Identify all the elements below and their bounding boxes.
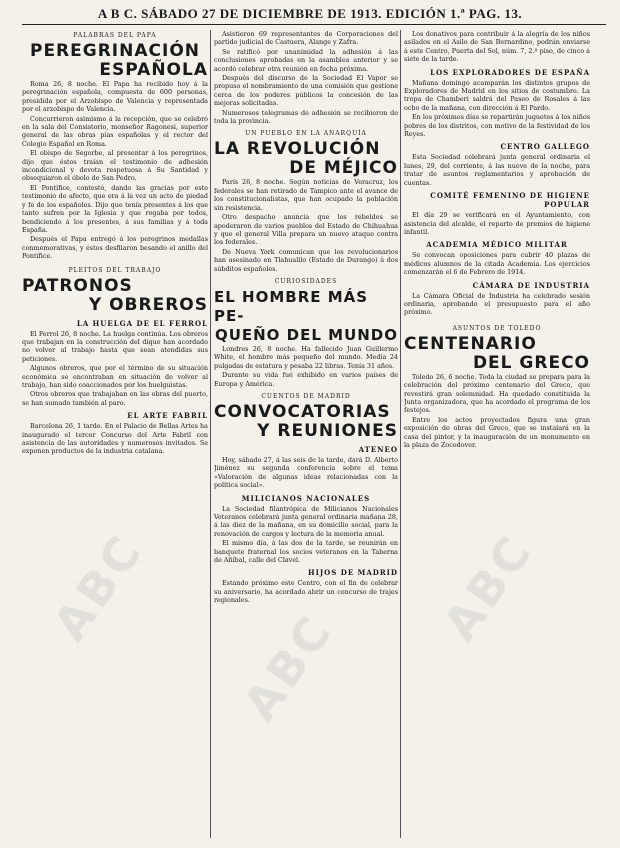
column-divider	[210, 30, 211, 838]
headline: Y OBREROS	[88, 294, 208, 315]
column-2	[214, 30, 398, 842]
column-divider	[400, 30, 401, 838]
section-kicker: ASUNTOS DE TOLEDO	[452, 324, 542, 332]
section-kicker: CURIOSIDADES	[274, 277, 338, 285]
column-1	[22, 30, 208, 842]
article-paragraph: Entre los actos proyectados figura una gran exposición de obras del Greco, que se instalará en la casa del pintor, y la inauguración de un monumento en la plaza de Zocodover.	[404, 415, 590, 449]
headline: QUEÑO DEL MUNDO	[214, 325, 398, 344]
headline: Y REUNIONES	[257, 420, 398, 441]
article-paragraph: Se convocan oposiciones para cubrir 40 plazas de médicos alumnos de la citada Academia. Los ejercicios comenzarán el 6 de Febrero de 1914.	[404, 251, 590, 277]
subheading: MILICIANOS NACIONALES	[241, 493, 371, 503]
article-paragraph: Mañana domingo acamparán los distintos grupos de Exploradores de Madrid en los sitios de costumbre. La tropa de Chamberí saldrá del Paseo de Rosales á las ocho de la mañana, con dirección á El Pardo.	[404, 78, 590, 112]
headline: ESPAÑOLA	[99, 60, 208, 80]
article-paragraph: Durante su vida fué exhibido en varios países de Europa y América.	[214, 371, 398, 388]
article-paragraph: Después del discurso de la Sociedad El Vapor se propuso el nombramiento de una comisión que gestione cerca de los poderes públicos la concesión de las mejoras solicitadas.	[214, 74, 398, 108]
headline: DEL GRECO	[472, 352, 590, 373]
subheading: LOS EXPLORADORES DE ESPAÑA	[430, 67, 590, 77]
article-paragraph: El día 29 se verificará en el Ayuntamiento, con asistencia del alcalde, el reparto de premios de higiene infantil.	[404, 211, 590, 236]
watermark: ABC	[42, 523, 154, 651]
article-paragraph: La Sociedad filantrópica de Milicianos Nacionales Veteranos celebrará junta general ordinaria mañana 28, á las diez de la mañana, en su domicilio social, para la renovación de cargos y lectura de la memoria anual.	[214, 504, 398, 538]
article-paragraph: De Nueva York comunican que los revolucionarios han asesinado en Tlahualilo (Estado de Durango) á dos súbditos españoles.	[214, 247, 398, 273]
article-paragraph: El obispo de Segorbe, al presentar á los peregrinos, dijo que éstos traían el testimonio de adhesión incondicional y devota respetuosa á Su Santidad y obsequiaron el óbolo de San Pedro.	[22, 149, 208, 183]
article-paragraph: Algunos obreros, que por el término de su situación económica se encontraban en situación de volver al trabajo, han sido coaccionados por los huelguistas.	[22, 364, 208, 389]
subheading: COMITÉ FEMENINO DE HIGIENE POPULAR	[430, 191, 590, 210]
article-paragraph: El mismo día, á las dos de la tarde, se reunirán en banquete fraternal los socios veteranos en la Taberna de Añíbal, calle del Clavel.	[214, 539, 398, 565]
article-paragraph: El Pontífice, contestó, dando las gracias por este testimonio de afecto, que era á la vez un acto de piedad y fe de los españoles. Dijo que tenía presentes á los que tanto sufren por la Iglesia y que rogaba por todos, bendiciendo á los presentes, á sus familias y á toda España.	[22, 183, 208, 234]
article-paragraph: Después el Papa entregó á los peregrinos medallas conmemorativas, y éstos desfilaron besando el anillo del Pontífice.	[22, 235, 208, 261]
subheading: ATENEO	[358, 444, 398, 454]
subheading: CENTRO GALLEGO	[500, 142, 590, 152]
subheading: HIJOS DE MADRID	[307, 568, 398, 578]
watermark: ABC	[432, 523, 544, 651]
watermark: ABC	[232, 603, 344, 731]
headline: CONVOCATORIAS	[214, 401, 391, 422]
headline: PEREGRINACIÓN	[29, 41, 200, 61]
page-header: A B C. SÁBADO 27 DE DICIEMBRE DE 1913. EDICIÓN 1.ª PAG. 13.	[97, 6, 523, 21]
article-paragraph: Se ratificó por unanimidad la adhesión á las conclusiones aprobadas en la asamblea anterior y se acordó celebrar otra reunión en fecha próxima.	[214, 47, 398, 73]
headline: LA REVOLUCIÓN	[214, 139, 381, 160]
headline: DE MÉJICO	[289, 158, 398, 179]
article-paragraph: Esta Sociedad celebrará junta general ordinaria el lunes, 29, del corriente, á las nueve de la noche, para tratar de asuntos reglamentarios y aprobación de cuentas.	[404, 153, 590, 187]
section-kicker: UN PUEBLO EN LA ANARQUÍA	[245, 130, 367, 138]
header-rule	[22, 24, 606, 25]
article-paragraph: Londres 26, 8 noche. Ha fallecido Juan Guillermo White, el hombre más pequeño del mundo. Medía 24 pulgadas de estatura y pesaba 22 libras. Tenía 31 años.	[214, 344, 398, 370]
article-paragraph: Estando próximo este Centro, con el fin de celebrar su aniversario, ha acordado abrir un concurso de trajes regionales.	[214, 579, 398, 605]
article-paragraph: En los próximos días se repartirán juguetes á los niños pobres de los distritos, con motivo de la festividad de los Reyes.	[404, 113, 590, 139]
article-paragraph: Asistieron 69 representantes de Corporaciones del partido judicial de Castuera, Alange y Zafra.	[214, 30, 398, 47]
article-paragraph: Roma 26, 8 noche. El Papa ha recibido hoy á la peregrinación española, compuesta de 600 personas, presidida por el Arzobispo de Valencia y representada por el arzobispo de Valencia.	[22, 80, 208, 114]
subheading: LA HUELGA DE EL FERROL	[76, 318, 208, 328]
article-paragraph: Otro despacho anuncia que los rebeldes se apoderaron de varios pueblos del Estado de Chihuahua y que el general Villa prepara un nuevo ataque contra los federales.	[214, 213, 398, 247]
headline: EL HOMBRE MÁS PE-	[214, 287, 369, 325]
section-kicker: PLEITOS DEL TRABAJO	[68, 266, 162, 274]
headline: PATRONOS	[22, 275, 133, 296]
article-paragraph: Toledo 26, 6 noche. Toda la ciudad se prepara para la celebración del próximo centenario del Greco, que revestirá gran solemnidad. Ha quedado constituida la Junta organizadora, que ha acordado el programa de los festejos.	[404, 372, 590, 415]
article-paragraph: Barcelona 26, 1 tarde. En el Palacio de Bellas Artes ha inaugurado el tercer Concurso del Arte Fabril con asistencia de las autoridades y numerosos invitados. Se exponen productos de la industria catalana.	[22, 422, 208, 456]
article-paragraph: El Ferrol 26, 8 noche. La huelga continúa. Los obreros que trabajan en la construcción del dique han acordado no volver al trabajo hasta que sean atendidas sus peticiones.	[22, 329, 208, 363]
section-kicker: CUENTOS DE MADRID	[261, 392, 351, 400]
article-paragraph: La Cámara Oficial de Industria ha celebrado sesión ordinaria, aprobando el presupuesto para el año próximo.	[404, 291, 590, 317]
subheading: EL ARTE FABRIL	[127, 411, 208, 421]
article-paragraph: París 26, 8 noche. Según noticias de Veracruz, los federales se han retirado de Tampico ante el avance de los constitucionalistas, que han ocupado la población sin resistencia.	[214, 178, 398, 212]
article-paragraph: Otros obreros que trabajaban en las obras del puerto, se han sumado también al paro.	[22, 390, 208, 407]
section-kicker: PALABRAS DEL PAPA	[73, 32, 157, 39]
article-paragraph: Los donativos para contribuir á la alegría de los niños asilados en el Asilo de San Bernardino, podrán enviarse á este Centro, Puerta del Sol, núm. 7, 2.º piso, de cinco á siete de la tarde.	[404, 30, 590, 64]
subheading: CÁMARA DE INDUSTRIA	[472, 280, 590, 290]
column-3	[404, 30, 590, 842]
article-paragraph: Concurrieron asimismo á la recepción, que se celebró en la sala del Consistorio, monseñor Ragonesi, superior general de las obras pías españolas y el rector del Colegio Español en Roma.	[22, 114, 208, 148]
article-paragraph: Numerosos telegramas de adhesión se recibieron de toda la provincia.	[214, 108, 398, 126]
headline: CENTENARIO	[404, 333, 537, 354]
article-paragraph: Hoy, sábado 27, á las seis de la tarde, dará D. Alberto Jiménez su segunda conferencia sobre el tema «Valoración de algunas ideas relacionadas con la política social».	[214, 455, 398, 490]
subheading: ACADEMIA MÉDICO MILITAR	[426, 240, 568, 250]
